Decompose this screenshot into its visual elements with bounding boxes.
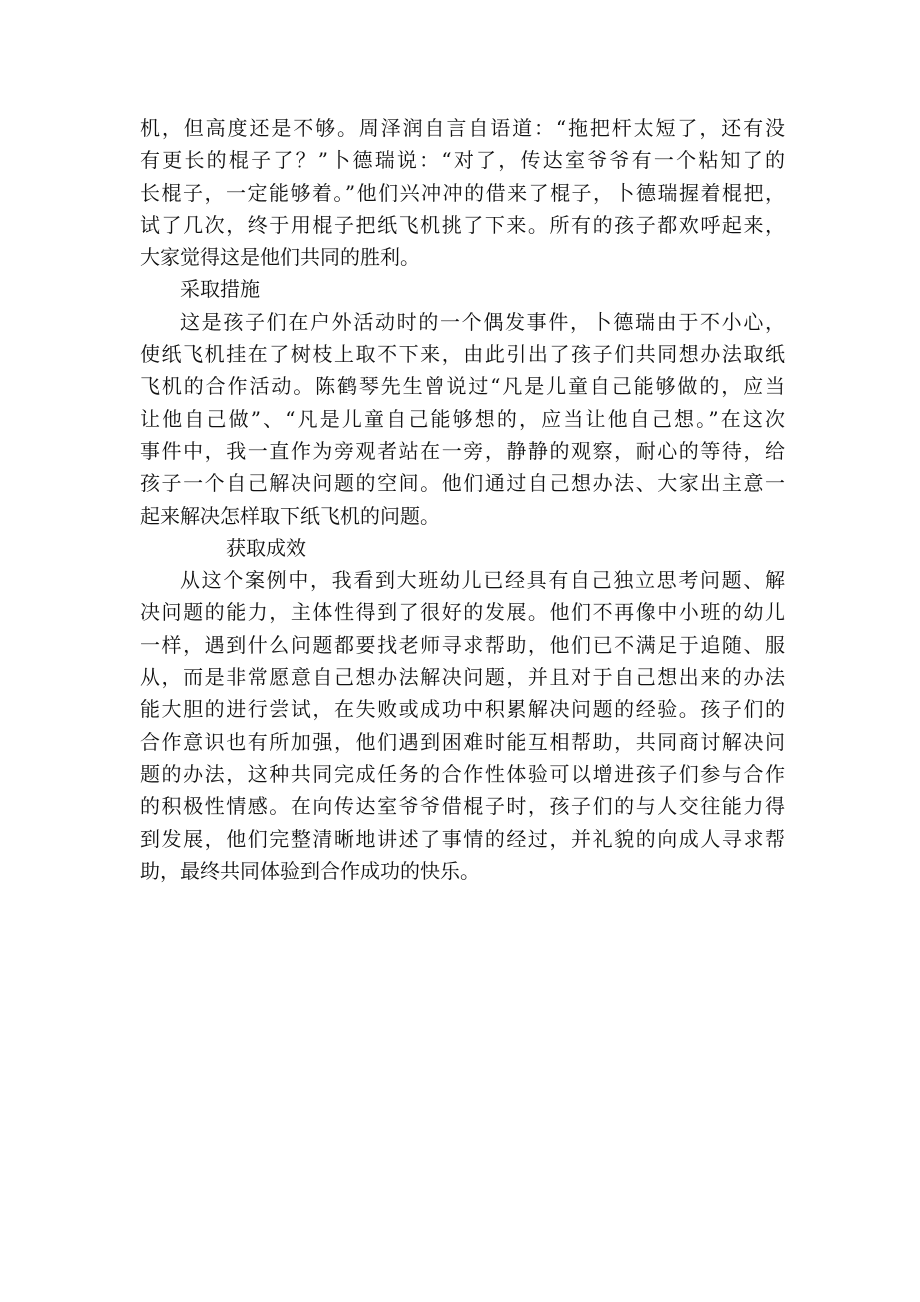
text-line: 使纸飞机挂在了树枝上取不下来，由此引出了孩子们共同想办法取纸 <box>140 342 785 367</box>
text-line: 有更长的棍子了？”卜德瑞说：“对了，传达室爷爷有一个粘知了的 <box>140 148 785 173</box>
text-line: 机，但高度还是不够。周泽润自言自语道：“拖把杆太短了，还有没 <box>140 116 785 140</box>
text-line: 从这个案例中，我看到大班幼儿已经具有自己独立思考问题、解 <box>180 568 785 593</box>
paragraph-measures <box>140 306 785 532</box>
text-line: 让他自己做”、“凡是儿童自己能够想的，应当让他自己想。”在这次 <box>140 406 785 431</box>
section-heading-results: 获取成效 <box>226 535 306 560</box>
text-line: 助，最终共同体验到合作成功的快乐。 <box>140 858 480 883</box>
text-line: 起来解决怎样取下纸飞机的问题。 <box>140 503 440 528</box>
paragraph-results <box>140 564 785 887</box>
text-line: 能大胆的进行尝试，在失败或成功中积累解决问题的经验。孩子们的 <box>140 697 785 722</box>
text-line: 孩子一个自己解决问题的空间。他们通过自己想办法、大家出主意一 <box>140 471 785 496</box>
text-line: 这是孩子们在户外活动时的一个偶发事件，卜德瑞由于不小心， <box>180 309 785 334</box>
text-line: 事件中，我一直作为旁观者站在一旁，静静的观察，耐心的等待，给 <box>140 438 785 463</box>
document-body <box>140 112 785 887</box>
text-line: 长棍子，一定能够着。”他们兴冲冲的借来了棍子，卜德瑞握着棍把， <box>140 180 785 205</box>
text-line: 题的办法，这种共同完成任务的合作性体验可以增进孩子们参与合作 <box>140 761 785 786</box>
text-line: 决问题的能力，主体性得到了很好的发展。他们不再像中小班的幼儿 <box>140 600 785 625</box>
text-line: 从，而是非常愿意自己想办法解决问题，并且对于自己想出来的办法 <box>140 665 785 690</box>
text-line: 的积极性情感。在向传达室爷爷借棍子时，孩子们的与人交往能力得 <box>140 794 785 819</box>
text-line: 飞机的合作活动。陈鹤琴先生曾说过“凡是儿童自己能够做的，应当 <box>140 374 785 399</box>
text-line: 一样，遇到什么问题都要找老师寻求帮助，他们已不满足于追随、服 <box>140 632 785 657</box>
text-line: 大家觉得这是他们共同的胜利。 <box>140 245 420 270</box>
text-line: 试了几次，终于用棍子把纸飞机挑了下来。所有的孩子都欢呼起来， <box>140 212 785 237</box>
paragraph-story-ending <box>140 112 785 273</box>
text-line: 到发展，他们完整清晰地讲述了事情的经过，并礼貌的向成人寻求帮 <box>140 826 785 851</box>
text-line: 合作意识也有所加强，他们遇到困难时能互相帮助，共同商讨解决问 <box>140 729 785 754</box>
section-heading-measures: 采取措施 <box>180 277 260 302</box>
